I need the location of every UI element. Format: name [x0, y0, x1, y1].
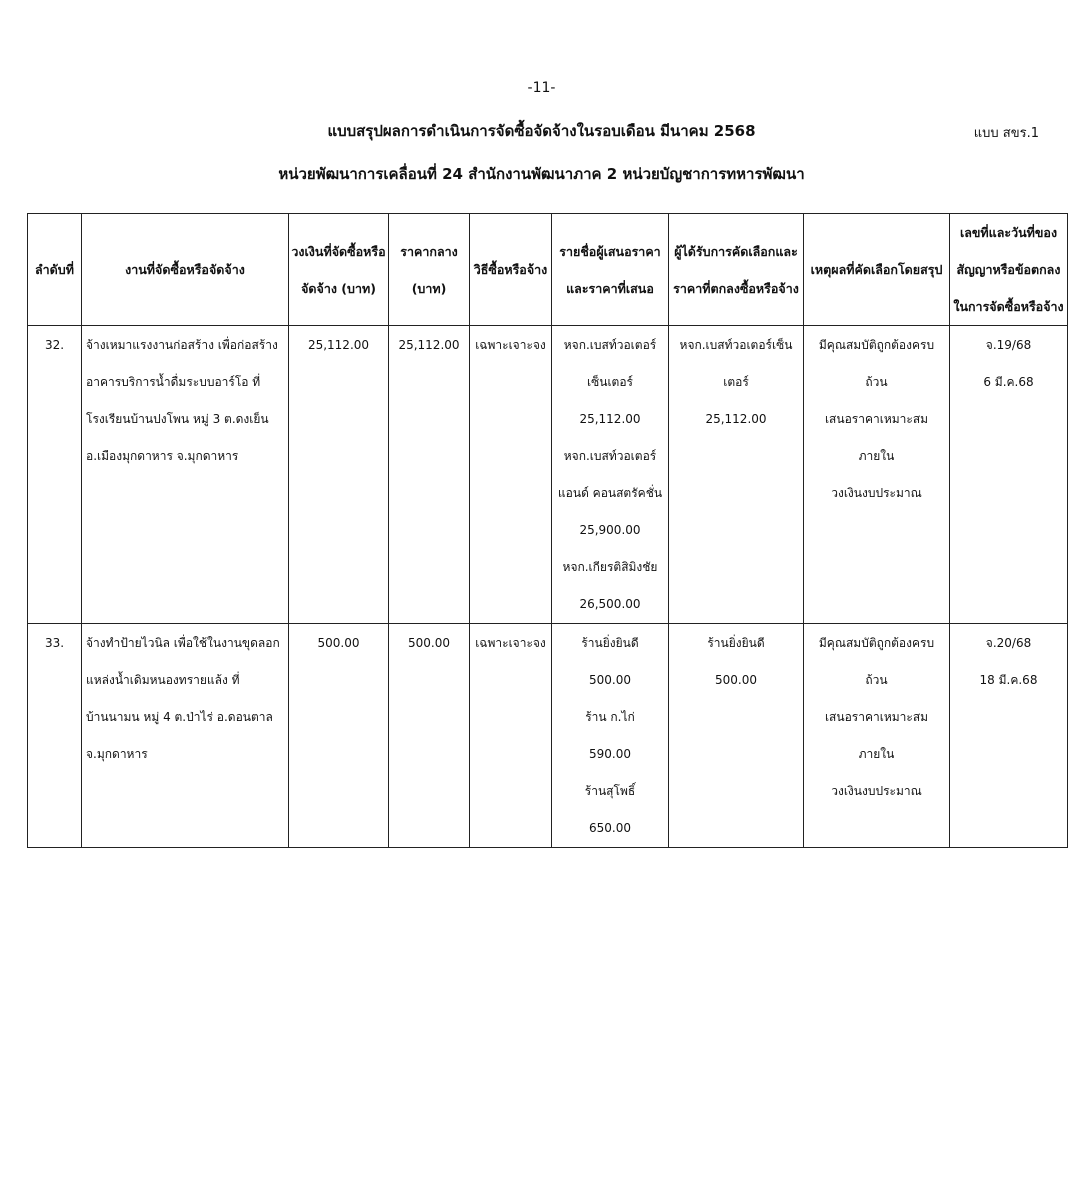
cell-winner: หจก.เบสท์วอเตอร์เซ็น เตอร์ 25,112.00	[669, 326, 804, 624]
page-number: -11-	[527, 80, 556, 96]
cell-contract: จ.19/68 6 มี.ค.68	[950, 326, 1068, 624]
cell-winner: ร้านยิ่งยินดี 500.00	[669, 624, 804, 848]
cell-method: เฉพาะเจาะจง	[470, 326, 552, 624]
cell-contract: จ.20/68 18 มี.ค.68	[950, 624, 1068, 848]
header-winner: ผู้ได้รับการคัดเลือกและ ราคาที่ตกลงซื้อหรือจ้าง	[669, 214, 804, 326]
header-budget: วงเงินที่จัดซื้อหรือ จัดจ้าง (บาท)	[289, 214, 389, 326]
document-title: แบบสรุปผลการดำเนินการจัดซื้อจัดจ้างในรอบเดือน มีนาคม 2568	[327, 122, 756, 140]
cell-seq: 32.	[28, 326, 82, 624]
header-seq: ลำดับที่	[28, 214, 82, 326]
cell-reason: มีคุณสมบัติถูกต้องครบถ้วน เสนอราคาเหมาะสมภายใน วงเงินงบประมาณ	[804, 624, 950, 848]
form-code: แบบ สขร.1	[973, 126, 1039, 141]
cell-seq: 33.	[28, 624, 82, 848]
cell-median-price: 25,112.00	[389, 326, 470, 624]
table-header-row	[28, 214, 1068, 326]
header-method: วิธีซื้อหรือจ้าง	[470, 214, 552, 326]
document-subtitle: หน่วยพัฒนาการเคลื่อนที่ 24 สำนักงานพัฒนาภาค 2 หน่วยบัญชาการทหารพัฒนา	[278, 165, 805, 183]
table-row	[28, 624, 1068, 848]
header-reason: เหตุผลที่คัดเลือกโดยสรุป	[804, 214, 950, 326]
header-contract: เลขที่และวันที่ของ สัญญาหรือข้อตกลง ในการจัดซื้อหรือจ้าง	[950, 214, 1068, 326]
cell-method: เฉพาะเจาะจง	[470, 624, 552, 848]
cell-median-price: 500.00	[389, 624, 470, 848]
header-item: งานที่จัดซื้อหรือจัดจ้าง	[82, 214, 289, 326]
cell-budget: 500.00	[289, 624, 389, 848]
cell-item: จ้างทำป้ายไวนิล เพื่อใช้ในงานขุดลอก แหล่งน้ำเดิมหนองทรายแล้ง ที่ บ้านนามน หมู่ 4 ต.ป่าไร่ อ.ดอนตาล จ.มุกดาหาร	[82, 624, 289, 848]
cell-bidders: หจก.เบสท์วอเตอร์ เซ็นเตอร์ 25,112.00 หจก.เบสท์วอเตอร์ แอนด์ คอนสตรัคชั่น 25,900.00 หจก.เกียรติสิมิงชัย 26,500.00	[552, 326, 669, 624]
cell-item: จ้างเหมาแรงงานก่อสร้าง เพื่อก่อสร้าง อาคารบริการน้ำดื่มระบบอาร์โอ ที่ โรงเรียนบ้านปงโพน หมู่ 3 ต.ดงเย็น อ.เมืองมุกดาหาร จ.มุกดาหาร	[82, 326, 289, 624]
cell-budget: 25,112.00	[289, 326, 389, 624]
header-bidders: รายชื่อผู้เสนอราคา และราคาที่เสนอ	[552, 214, 669, 326]
table-row	[28, 326, 1068, 624]
cell-bidders: ร้านยิ่งยินดี 500.00 ร้าน ก.ไก่ 590.00 ร้านสุโพธิ์ 650.00	[552, 624, 669, 848]
header-median-price: ราคากลาง (บาท)	[389, 214, 470, 326]
cell-reason: มีคุณสมบัติถูกต้องครบถ้วน เสนอราคาเหมาะสมภายใน วงเงินงบประมาณ	[804, 326, 950, 624]
procurement-summary-table	[27, 213, 1068, 848]
